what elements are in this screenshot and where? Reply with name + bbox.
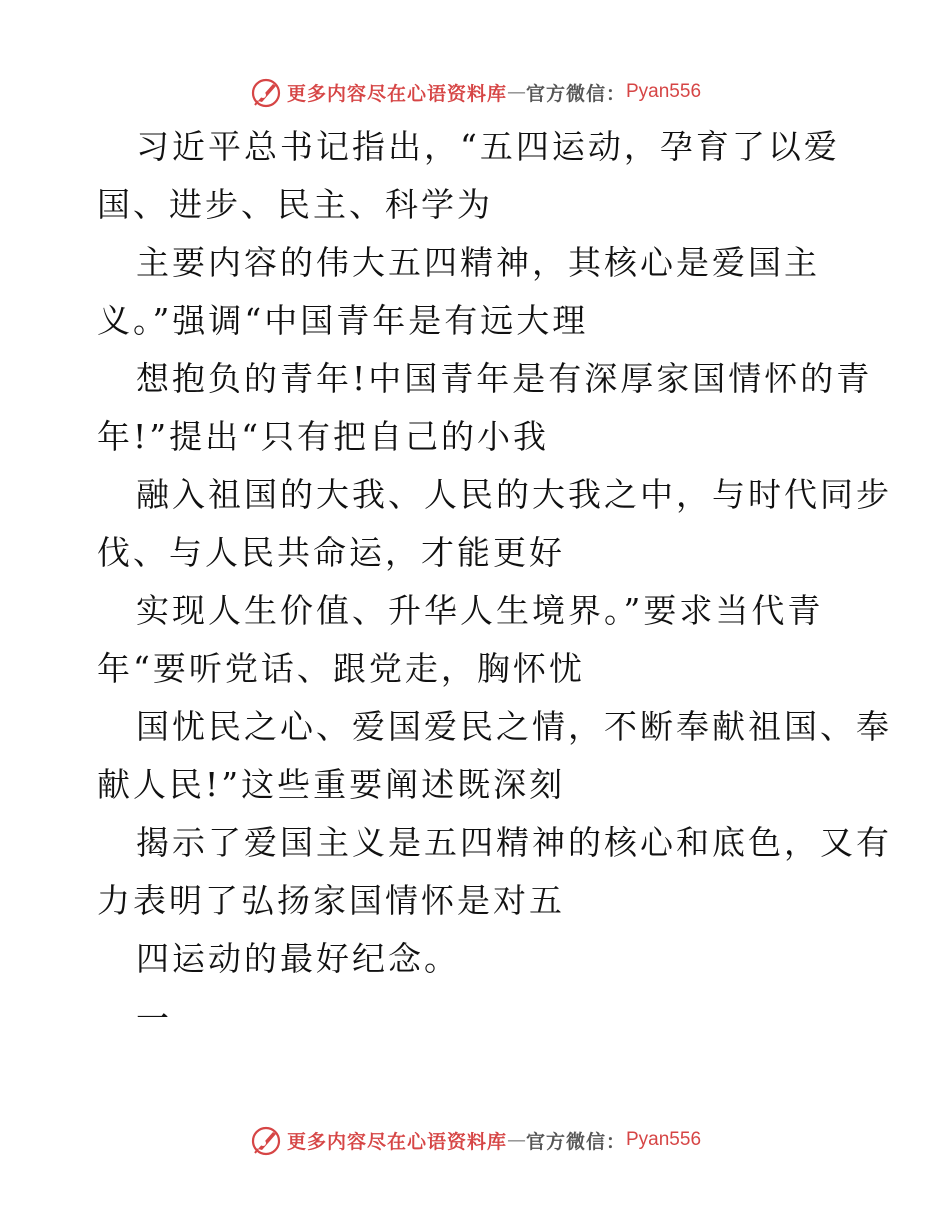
text-line: 伐、与人民共命运，才能更好 (97, 533, 565, 572)
text-line: 国忧民之心、爱国爱民之情，不断奉献祖国、奉 (136, 707, 892, 746)
banner-title: 更多内容尽在心语资料库 (286, 1130, 507, 1153)
text-line: 揭示了爱国主义是五四精神的核心和底色，又有 (136, 823, 892, 862)
text-line: 年“要听党话、跟党走，胸怀忧 (97, 649, 585, 688)
banner-dash: — (506, 1129, 526, 1151)
text-line: 义。”强调“中国青年是有远大理 (97, 301, 589, 340)
banner-wechat-label: 官方微信： (525, 1130, 626, 1153)
text-line: 主要内容的伟大五四精神，其核心是爱国主 (136, 243, 820, 282)
text-line: 融入祖国的大我、人民的大我之中，与时代同步 (136, 475, 892, 514)
text-line: 力表明了弘扬家国情怀是对五 (97, 881, 565, 920)
text-line: 献人民!”这些重要阐述既深刻 (97, 765, 566, 804)
text-line: 一 (136, 999, 172, 1038)
text-line: 习近平总书记指出，“五四运动，孕育了以爱 (136, 127, 840, 166)
banner-wechat-label: 官方微信： (525, 82, 626, 105)
text-line: 四运动的最好纪念。 (136, 939, 460, 978)
banner-dash: — (506, 81, 526, 103)
header-banner (0, 72, 950, 112)
text-line: 想抱负的青年!中国青年是有深厚家国情怀的青 (136, 359, 873, 398)
banner-wechat-id: Pyan556 (626, 81, 702, 102)
quill-pen-logo-icon (249, 75, 283, 109)
text-line: 年!”提出“只有把自己的小我 (97, 417, 550, 456)
text-line: 国、进步、民主、科学为 (97, 185, 493, 224)
quill-pen-logo-icon (249, 1123, 283, 1157)
footer-banner (0, 1120, 950, 1160)
text-line: 实现人生价值、升华人生境界。”要求当代青 (136, 591, 824, 630)
banner-wechat-id: Pyan556 (626, 1129, 702, 1150)
banner-title: 更多内容尽在心语资料库 (286, 82, 507, 105)
